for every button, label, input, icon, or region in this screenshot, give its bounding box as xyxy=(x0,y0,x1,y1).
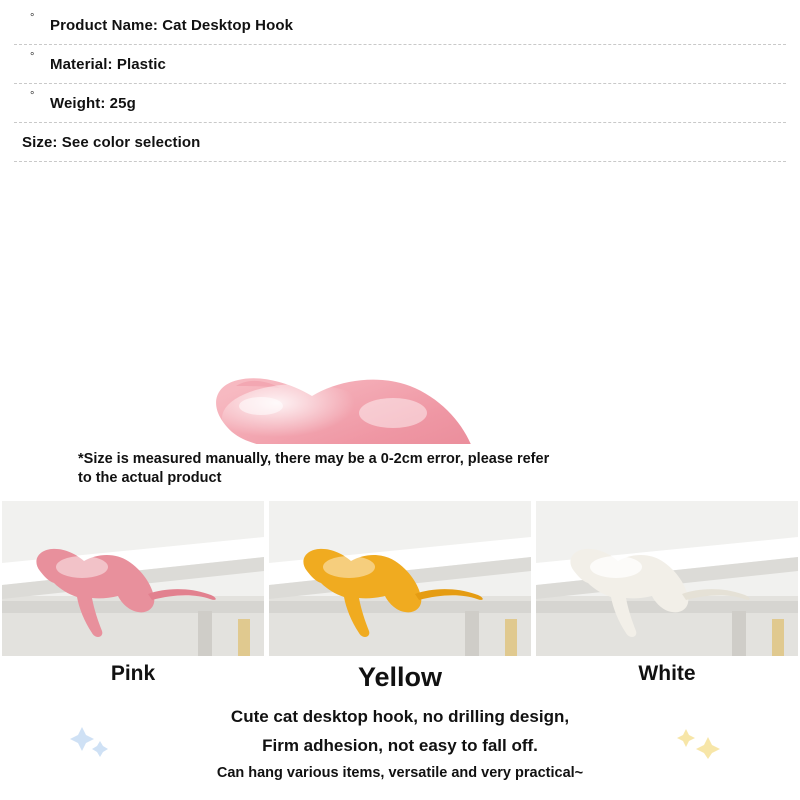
spec-row-weight xyxy=(0,84,800,122)
color-variant-gallery xyxy=(0,501,800,656)
marketing-copy xyxy=(0,707,800,781)
marketing-line-1: Cute cat desktop hook, no drilling design, xyxy=(230,707,570,727)
size-disclaimer-line2: to the actual product xyxy=(78,469,222,486)
marketing-line-2: Firm adhesion, not easy to fall off. xyxy=(262,736,538,756)
size-disclaimer-note xyxy=(78,450,730,487)
bullet-icon: ° xyxy=(30,90,35,102)
pink-variant-photo xyxy=(2,501,264,656)
color-label-pink: Pink xyxy=(110,662,156,686)
yellow-variant-photo xyxy=(269,501,531,656)
color-variant-white[interactable] xyxy=(536,501,798,656)
divider xyxy=(14,161,786,162)
spec-text-product-name: Product Name: Cat Desktop Hook xyxy=(50,16,294,34)
color-label-white: White xyxy=(638,662,696,686)
bullet-icon: ° xyxy=(30,12,35,24)
hero-stage xyxy=(0,174,800,444)
spec-row-material xyxy=(0,45,800,83)
color-variant-yellow[interactable] xyxy=(269,501,531,656)
spec-row-product-name xyxy=(0,6,800,44)
spec-text-size: Size: See color selection xyxy=(22,133,201,151)
product-spec-list xyxy=(0,0,800,162)
size-disclaimer-line1: *Size is measured manually, there may be a 0-2cm error, please refer xyxy=(78,451,550,467)
color-label-yellow: Yellow xyxy=(357,662,443,693)
color-variant-pink[interactable] xyxy=(2,501,264,656)
hero-product-image xyxy=(0,174,800,444)
spec-text-weight: Weight: 25g xyxy=(50,94,136,112)
spec-row-size xyxy=(0,123,800,161)
pink-cat-hook-illustration xyxy=(0,174,800,444)
marketing-line-3: Can hang various items, versatile and very practical~ xyxy=(216,765,584,782)
color-label-row xyxy=(0,662,800,693)
white-variant-photo xyxy=(536,501,798,656)
spec-text-material: Material: Plastic xyxy=(50,55,166,73)
bullet-icon: ° xyxy=(30,51,35,63)
